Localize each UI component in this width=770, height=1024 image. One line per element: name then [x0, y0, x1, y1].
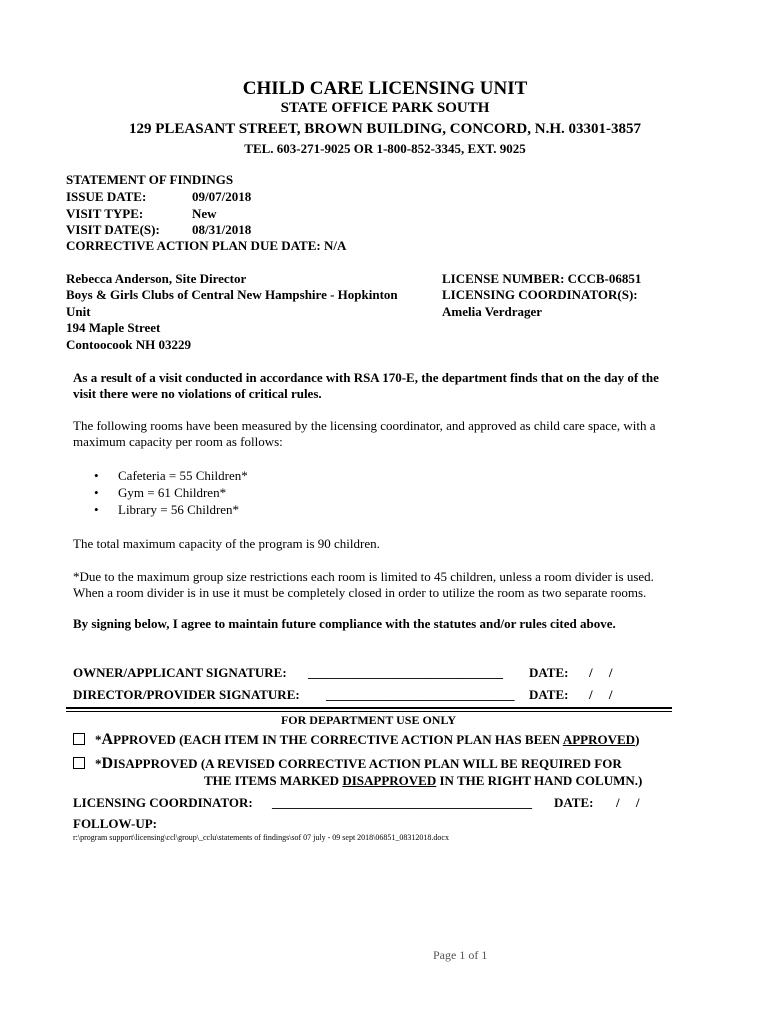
- department-use-heading: FOR DEPARTMENT USE ONLY: [280, 713, 457, 727]
- disapproved-label: *DISAPPROVED (A REVISED CORRECTIVE ACTION PLAN WILL BE REQUIRED FOR: [95, 755, 622, 772]
- visit-type-value: New: [192, 206, 217, 221]
- coordinator-date-label: DATE:: [554, 795, 594, 810]
- site-director: Rebecca Anderson, Site Director: [66, 271, 247, 286]
- approved-label: *APPROVED (EACH ITEM IN THE CORRECTIVE ACTION PLAN HAS BEEN APPROVED): [95, 731, 640, 748]
- owner-signature-line: ______________________________: [308, 665, 503, 680]
- cap-due-date: CORRECTIVE ACTION PLAN DUE DATE: N/A: [66, 238, 347, 253]
- bullet-icon: •: [94, 502, 99, 517]
- visit-dates-value: 08/31/2018: [192, 222, 252, 237]
- owner-signature-label: OWNER/APPLICANT SIGNATURE:: [73, 665, 287, 680]
- approved-checkbox[interactable]: [73, 733, 85, 745]
- office-address: 129 PLEASANT STREET, BROWN BUILDING, CONCORD, N.H. 03301-3857: [128, 121, 641, 137]
- note-line-2: When a room divider is in use it must be completely closed in order to utilize the room as two separate rooms.: [73, 585, 647, 600]
- bullet-icon: •: [94, 468, 99, 483]
- coordinator-signature-label: LICENSING COORDINATOR:: [73, 795, 253, 810]
- issue-date-label: ISSUE DATE:: [66, 189, 147, 204]
- visit-dates-label: VISIT DATE(S):: [66, 222, 160, 237]
- coordinator-label: LICENSING COORDINATOR(S):: [442, 287, 638, 302]
- program-name-cont: Unit: [66, 304, 91, 319]
- statement-heading: STATEMENT OF FINDINGS: [66, 172, 234, 187]
- visit-type-label: VISIT TYPE:: [66, 206, 144, 221]
- divider-line: [66, 707, 672, 709]
- coordinator-date-field: / /: [616, 795, 640, 810]
- issue-date-value: 09/07/2018: [192, 189, 252, 204]
- owner-date-label: DATE:: [529, 665, 569, 680]
- bullet-icon: •: [94, 485, 99, 500]
- rooms-intro-line-1: The following rooms have been measured by the licensing coordinator, and approved as child care space, with a: [73, 418, 656, 433]
- finding-line-1: As a result of a visit conducted in accordance with RSA 170-E, the department finds that on the day of the: [73, 370, 659, 385]
- divider-line: [66, 711, 672, 712]
- unit-title: CHILD CARE LICENSING UNIT: [242, 78, 528, 99]
- room-item: Cafeteria = 55 Children*: [118, 468, 248, 483]
- program-street: 194 Maple Street: [66, 320, 161, 335]
- director-date-field: / /: [589, 687, 613, 702]
- owner-date-field: / /: [589, 665, 613, 680]
- note-line-1: *Due to the maximum group size restrictions each room is limited to 45 children, unless a room divider is used.: [73, 569, 654, 584]
- director-date-label: DATE:: [529, 687, 569, 702]
- director-signature-label: DIRECTOR/PROVIDER SIGNATURE:: [73, 687, 300, 702]
- coordinator-name: Amelia Verdrager: [442, 304, 543, 319]
- license-number: LICENSE NUMBER: CCCB-06851: [442, 271, 642, 286]
- page-number: Page 1 of 1: [433, 948, 488, 962]
- file-path: r:\program support\licensing\ccl\group\_cclu\statements of findings\sof 07 july - 09 sept 2018\06851_08312018.docx: [73, 833, 449, 842]
- director-signature-line: _____________________________: [326, 687, 515, 702]
- disapproved-label-cont: THE ITEMS MARKED DISAPPROVED IN THE RIGHT HAND COLUMN.): [204, 773, 643, 788]
- agreement-statement: By signing below, I agree to maintain future compliance with the statutes and/or rules cited above.: [73, 616, 616, 631]
- program-city: Contoocook NH 03229: [66, 337, 191, 352]
- follow-up-label: FOLLOW-UP:: [73, 816, 158, 831]
- finding-line-2: visit there were no violations of critical rules.: [73, 386, 322, 401]
- office-name: STATE OFFICE PARK SOUTH: [280, 100, 490, 116]
- room-item: Gym = 61 Children*: [118, 485, 227, 500]
- program-name: Boys & Girls Clubs of Central New Hampshire - Hopkinton: [66, 287, 398, 302]
- total-capacity: The total maximum capacity of the program is 90 children.: [73, 536, 380, 551]
- disapproved-checkbox[interactable]: [73, 757, 85, 769]
- room-item: Library = 56 Children*: [118, 502, 240, 517]
- office-phone: TEL. 603-271-9025 OR 1-800-852-3345, EXT. 9025: [244, 141, 526, 156]
- rooms-intro-line-2: maximum capacity per room as follows:: [73, 434, 283, 449]
- coordinator-signature-line: ________________________________________: [272, 795, 532, 810]
